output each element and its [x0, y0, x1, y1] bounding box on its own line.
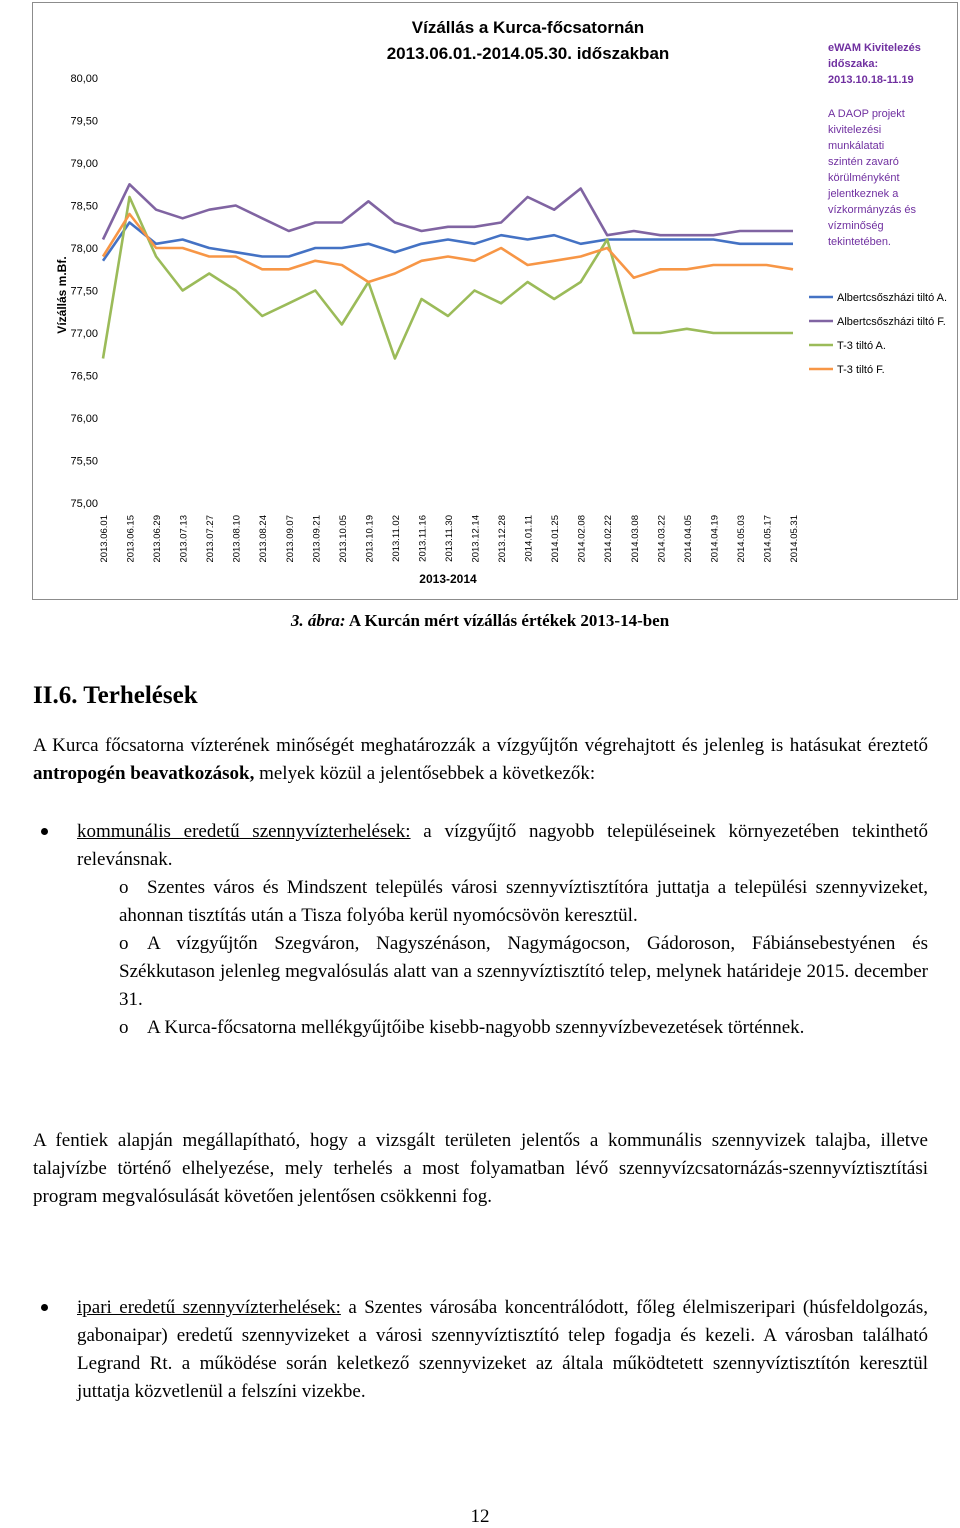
x-tick-label: 2013.11.02: [390, 515, 402, 562]
bullet-industrial-text: a Szentes városába koncentrálódott, főleg élelmiszeripari (húsfeldolgozás, gabonaipar) eredetű szennyvizeket a városi szennyvíztisztító telep fogadja és kezeli. A városban található Legrand Rt. a működése során keletkező szennyvizeket az általa működtetett szennyvíztisztítón keresztül juttatja közvetlenül a felszíni vizekbe.: [77, 1297, 928, 1402]
note-body-line: vízminőség: [828, 220, 884, 232]
x-axis-label: 2013-2014: [419, 572, 477, 586]
bullet-industrial-title: ipari eredetű szennyvízterhelések:: [77, 1297, 341, 1318]
x-tick-label: 2014.01.11: [523, 515, 535, 562]
y-tick-label: 78,00: [70, 243, 98, 255]
y-tick-label: 75,00: [70, 498, 98, 510]
bullet-communal: [33, 818, 928, 874]
y-tick-label: 77,00: [70, 328, 98, 340]
legend-label: Albertcsőszházi tiltó F.: [837, 316, 946, 328]
x-tick-label: 2013.06.29: [152, 515, 164, 563]
series-line-3: [103, 197, 793, 359]
note-body-line: A DAOP projekt: [828, 108, 905, 120]
caption-prefix: 3. ábra:: [290, 611, 346, 630]
bullet-dot: [41, 828, 48, 835]
intro-text-2: melyek közül a jelentősebbek a következők:: [254, 763, 596, 784]
section-heading: II.6. Terhelések: [33, 682, 198, 709]
y-tick-label: 79,50: [70, 115, 98, 128]
x-tick-label: 2013.11.16: [417, 515, 429, 562]
legend-label: T-3 tiltó A.: [837, 340, 886, 352]
x-tick-label: 2013.07.13: [178, 515, 190, 563]
chart-title-line1: Vízállás a Kurca-főcsatornán: [411, 18, 645, 37]
x-tick-label: 2014.01.25: [550, 515, 562, 563]
bullet-industrial: [33, 1294, 928, 1406]
load-list-1: [33, 818, 928, 1042]
intro-paragraph: [33, 732, 928, 788]
sub-item: [33, 874, 928, 930]
x-tick-label: 2014.03.22: [656, 515, 668, 563]
legend-label: Albertcsőszházi tiltó A.: [837, 292, 948, 304]
y-tick-label: 76,00: [70, 413, 98, 425]
note-body-line: tekintetében.: [828, 236, 891, 248]
x-tick-label: 2013.11.30: [444, 515, 455, 562]
x-tick-label: 2013.10.05: [337, 515, 349, 563]
legend-label: T-3 tiltó F.: [837, 364, 885, 376]
note-body-line: munkálatati: [828, 140, 885, 152]
sub-marker: o: [119, 877, 129, 898]
x-tick-label: 2013.10.19: [364, 515, 376, 563]
sub-marker: o: [119, 933, 129, 954]
x-tick-label: 2014.02.22: [603, 515, 615, 563]
note-body-line: jelentkeznek a: [828, 188, 899, 200]
chart-title-line2: 2013.06.01.-2014.05.30. időszakban: [386, 44, 670, 63]
bullet-communal-text: a vízgyűjtő nagyobb településeinek környezetében tekinthető relevánsnak.: [77, 821, 928, 870]
y-tick-label: 80,00: [70, 73, 98, 85]
y-tick-label: 77,50: [70, 285, 98, 298]
x-tick-label: 2014.03.08: [629, 515, 641, 563]
caption-text: A Kurcán mért vízállás értékek 2013-14-ben: [345, 611, 670, 630]
y-tick-label: 78,50: [70, 200, 98, 213]
x-tick-label: 2014.05.31: [789, 515, 800, 563]
x-tick-label: 2013.06.15: [125, 515, 137, 563]
load-list-2: [33, 1294, 928, 1406]
y-tick-label: 76,50: [70, 370, 98, 383]
note-title-line: időszaka:: [828, 58, 879, 70]
sub-item-text: A vízgyűjtőn Szegváron, Nagyszénáson, Nagymágocson, Gádoroson, Fábiánsebestyénen és Székkutason jelenleg megvalósulás alatt van a szennyvíztisztító telep, melynek határideje 2015. december 31.: [119, 933, 928, 1010]
x-tick-label: 2013.12.14: [470, 515, 482, 563]
y-axis-label: Vízállás m.Bf.: [55, 256, 69, 334]
x-tick-label: 2013.12.28: [497, 515, 509, 563]
chart-frame: [32, 2, 958, 600]
conclusion-paragraph: A fentiek alapján megállapítható, hogy a vizsgált területen jelentős a kommunális szennyvizek talajba, illetve talajvízbe történő elhelyezése, mely terhelés a most folyamatban lévő szennyvízcsatornázás-szennyvíztisztítási program megvalósulását követően jelentősen csökkenni fog.: [33, 1130, 928, 1207]
note-body-line: körülményként: [828, 172, 900, 184]
x-tick-label: 2013.06.01: [99, 515, 110, 563]
note-body-line: vízkormányzás és: [828, 204, 917, 216]
bullet-communal-title: kommunális eredetű szennyvízterhelések:: [77, 821, 411, 842]
sub-item: [33, 930, 928, 1014]
x-tick-label: 2013.09.21: [311, 515, 323, 563]
sub-item: [33, 1014, 928, 1042]
x-tick-label: 2013.07.27: [205, 515, 217, 563]
intro-bold: antropogén beavatkozások,: [33, 763, 255, 784]
x-tick-label: 2013.08.10: [231, 515, 243, 563]
series-line-2: [103, 184, 793, 239]
sub-marker: o: [119, 1017, 129, 1038]
sub-item-text: Szentes város és Mindszent település városi szennyvíztisztítóra juttatja a települési szennyvizeket, ahonnan tisztítás után a Tisza folyóba kerül nyomócsövön keresztül.: [119, 877, 928, 926]
bullet-dot: [41, 1304, 48, 1311]
intro-text-1: A Kurca főcsatorna vízterének minőségét meghatározzák a vízgyűjtőn végrehajtott és jelenleg is hatásukat éreztető: [33, 735, 928, 756]
note-title-line: 2013.10.18-11.19: [828, 74, 914, 86]
y-tick-label: 79,00: [70, 158, 98, 170]
water-level-chart: [33, 3, 957, 599]
sub-item-text: A Kurca-főcsatorna mellékgyűjtőibe kisebb-nagyobb szennyvízbevezetések történnek.: [147, 1017, 805, 1038]
figure-caption: [0, 611, 960, 631]
x-tick-label: 2014.05.17: [762, 515, 774, 563]
x-tick-label: 2013.08.24: [258, 515, 270, 563]
x-tick-label: 2014.04.05: [682, 515, 694, 563]
page-number: 12: [470, 1506, 490, 1527]
note-body-line: kivitelezési: [828, 124, 882, 136]
x-tick-label: 2013.09.07: [284, 515, 296, 563]
note-body-line: szintén zavaró: [828, 156, 899, 168]
x-tick-label: 2014.04.19: [709, 515, 721, 563]
x-tick-label: 2014.02.08: [576, 515, 588, 563]
y-tick-label: 75,50: [70, 455, 98, 468]
x-tick-label: 2014.05.03: [735, 515, 747, 563]
note-title-line: eWAM Kivitelezés: [828, 42, 921, 54]
